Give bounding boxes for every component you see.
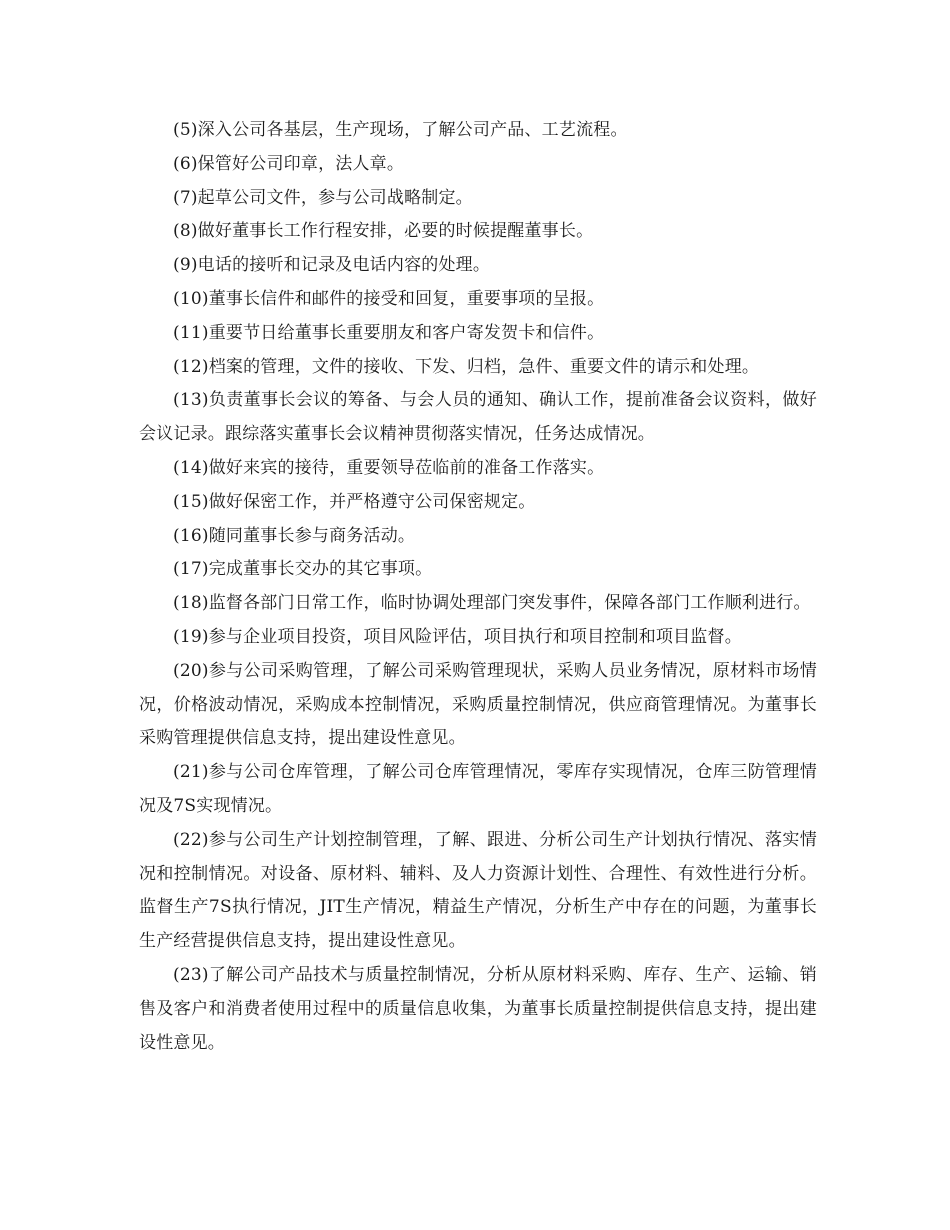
paragraph-item-11: (11)重要节日给董事长重要朋友和客户寄发贺卡和信件。 [173, 322, 605, 343]
paragraph-item-18: (18)监督各部门日常工作，临时协调处理部门突发事件，保障各部门工作顺利进行。 [173, 593, 811, 614]
paragraph-item-16: (16)随同董事长参与商务活动。 [173, 525, 416, 546]
paragraph-item-9: (9)电话的接听和记录及电话内容的处理。 [173, 255, 491, 276]
paragraph-item-7: (7)起草公司文件，参与公司战略制定。 [173, 187, 473, 208]
paragraph-item-6: (6)保管好公司印章，法人章。 [173, 153, 405, 174]
paragraph-item-5: (5)深入公司各基层，生产现场，了解公司产品、工艺流程。 [173, 120, 628, 140]
paragraph-item-22: (22)参与公司生产计划控制管理，了解、跟进、分析公司生产计划执行情况、落实情况和控制情况。对设备、原材料、辅料、及人力资源计划性、合理性、有效性进行分析。监督生产7S执行情况，JIT生产情况，精益生产情况，分析生产中存在的问题，为董事长生产经营提供信息支持，提出建设性意见。 [139, 829, 817, 952]
paragraph-item-13: (13)负责董事长会议的筹备、与会人员的通知、确认工作，提前准备会议资料，做好会议记录。跟综落实董事长会议精神贯彻落实情况，任务达成情况。 [139, 390, 817, 445]
paragraph-item-14: (14)做好来宾的接待，重要领导莅临前的准备工作落实。 [173, 457, 605, 478]
paragraph-item-15: (15)做好保密工作，并严格遵守公司保密规定。 [173, 491, 536, 512]
paragraph-item-12: (12)档案的管理，文件的接收、下发、归档，急件、重要文件的请示和处理。 [173, 356, 760, 377]
paragraph-item-10: (10)董事长信件和邮件的接受和回复，重要事项的呈报。 [173, 288, 605, 309]
paragraph-item-23: (23)了解公司产品技术与质量控制情况，分析从原材料采购、库存、生产、运输、销售及客户和消费者使用过程中的质量信息收集，为董事长质量控制提供信息支持，提出建设性意见。 [139, 964, 817, 1053]
paragraph-item-8: (8)做好董事长工作行程安排，必要的时候提醒董事长。 [173, 221, 594, 242]
paragraph-item-17: (17)完成董事长交办的其它事项。 [173, 559, 433, 580]
paragraph-item-19: (19)参与企业项目投资，项目风险评估，项目执行和项目控制和项目监督。 [173, 626, 742, 647]
paragraph-item-20: (20)参与公司采购管理，了解公司采购管理现状，采购人员业务情况，原材料市场情况，价格波动情况，采购成本控制情况，采购质量控制情况，供应商管理情况。为董事长采购管理提供信息支持，提出建设性意见。 [139, 660, 817, 749]
document-body [139, 114, 817, 1060]
paragraph-item-21: (21)参与公司仓库管理，了解公司仓库管理情况，零库存实现情况，仓库三防管理情况及7S实现情况。 [139, 762, 817, 816]
